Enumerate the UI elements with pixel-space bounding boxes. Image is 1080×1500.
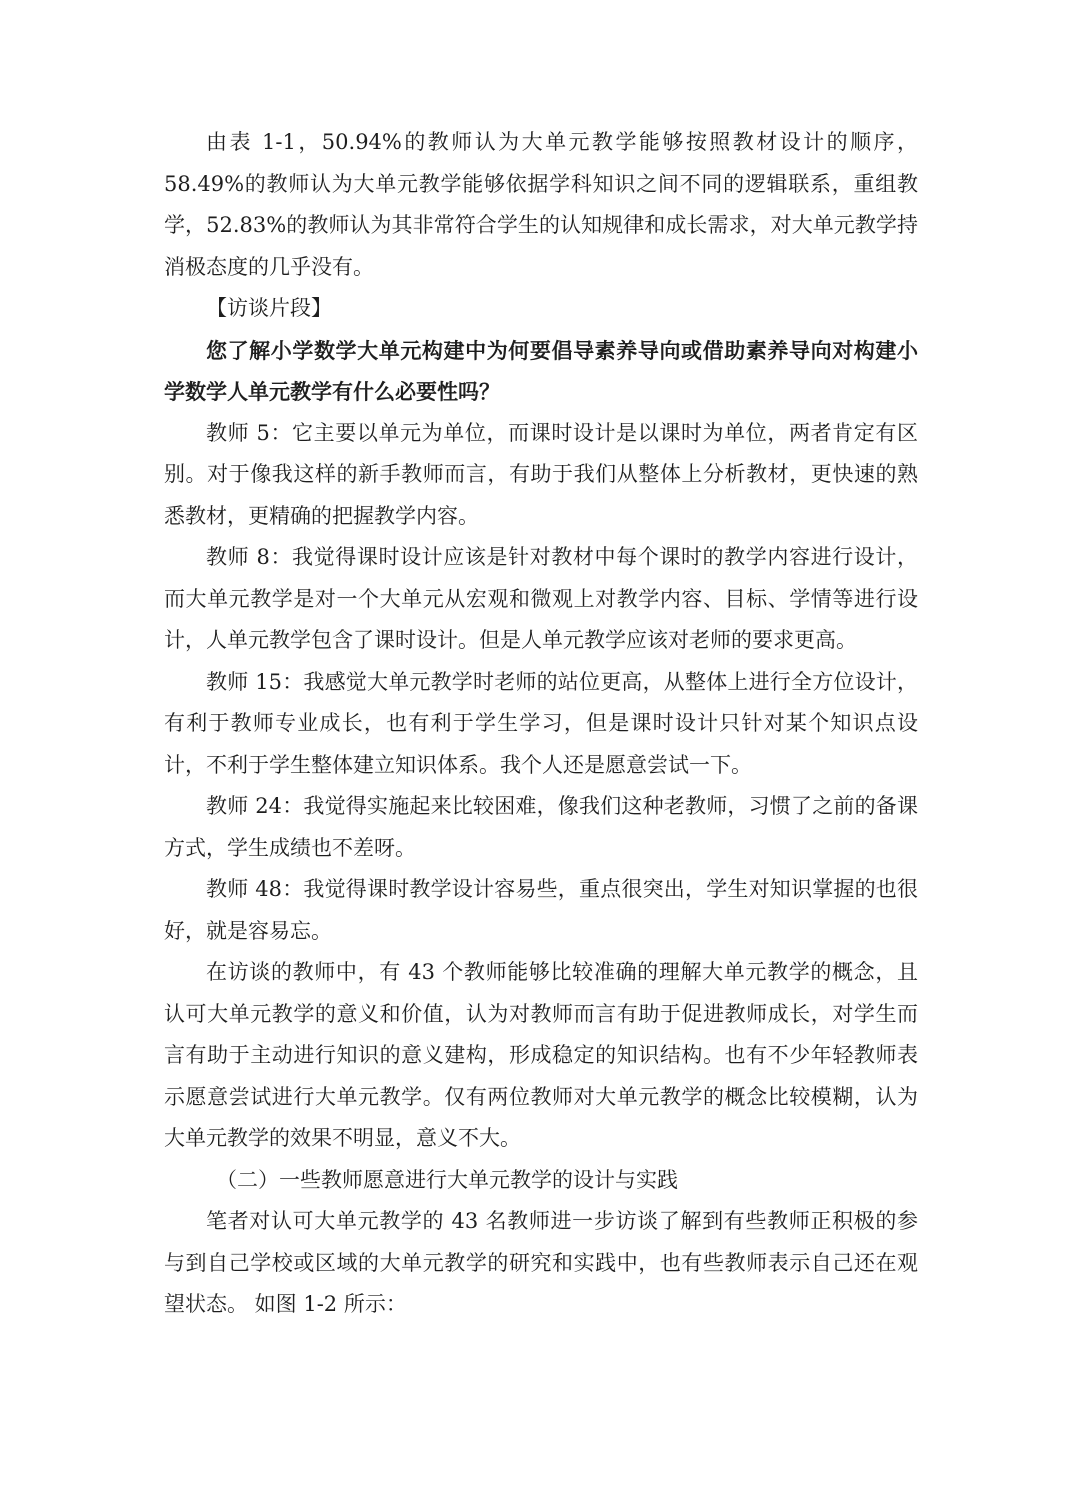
paragraph-interview-label: 【访谈片段】 <box>206 296 332 320</box>
document-page <box>164 122 918 1326</box>
paragraph-teacher-5: 教师 5：它主要以单元为单位，而课时设计是以课时为单位，两者肯定有区别。对于像我这样的新手教师而言，有助于我们从整体上分析教材，更快速的熟悉教材，更精确的把握教学内容。 <box>164 420 918 528</box>
paragraph-teacher-8: 教师 8：我觉得课时设计应该是针对教材中每个课时的教学内容进行设计，而大单元教学是对一个大单元从宏观和微观上对教学内容、目标、学情等进行设计，人单元教学包含了课时设计。但是人单元教学应该对老师的要求更高。 <box>164 545 918 652</box>
paragraph-interview-question: 您了解小学数学大单元构建中为何要倡导素养导向或借助素养导向对构建小学数学人单元教学有什么必要性吗？ <box>164 337 918 404</box>
section-heading: （二）一些教师愿意进行大单元教学的设计与实践 <box>216 1167 678 1192</box>
paragraph-interview-summary: 在访谈的教师中，有 43 个教师能够比较准确的理解大单元教学的概念，且认可大单元教学的意义和价值，认为对教师而言有助于促进教师成长，对学生而言有助于主动进行知识的意义建构，形成稳定的知识结构。也有不少年轻教师表示愿意尝试进行大单元教学。仅有两位教师对大单元教学的概念比较模糊，认为大单元教学的效果不明显，意义不大。 <box>164 960 918 1150</box>
paragraph-survey-results: 由表 1-1，50.94%的教师认为大单元教学能够按照教材设计的顺序，58.49%的教师认为大单元教学能够依据学科知识之间不同的逻辑联系，重组教学，52.83%的教师认为其非常符合学生的认知规律和成长需求，对大单元教学持消极态度的几乎没有。 <box>164 130 918 279</box>
paragraph-further-interview: 笔者对认可大单元教学的 43 名教师进一步访谈了解到有些教师正积极的参与到自己学校或区域的大单元教学的研究和实践中，也有些教师表示自己还在观望状态。 如图 1-2 所示： <box>164 1209 918 1316</box>
paragraph-teacher-15: 教师 15：我感觉大单元教学时老师的站位更高，从整体上进行全方位设计，有利于教师专业成长，也有利于学生学习，但是课时设计只针对某个知识点设计，不利于学生整体建立知识体系。我个人还是愿意尝试一下。 <box>164 669 918 777</box>
paragraph-teacher-24: 教师 24：我觉得实施起来比较困难，像我们这种老教师，习惯了之前的备课方式，学生成绩也不差呀。 <box>164 794 918 860</box>
paragraph-teacher-48: 教师 48：我觉得课时教学设计容易些，重点很突出，学生对知识掌握的也很好，就是容易忘。 <box>164 877 918 943</box>
